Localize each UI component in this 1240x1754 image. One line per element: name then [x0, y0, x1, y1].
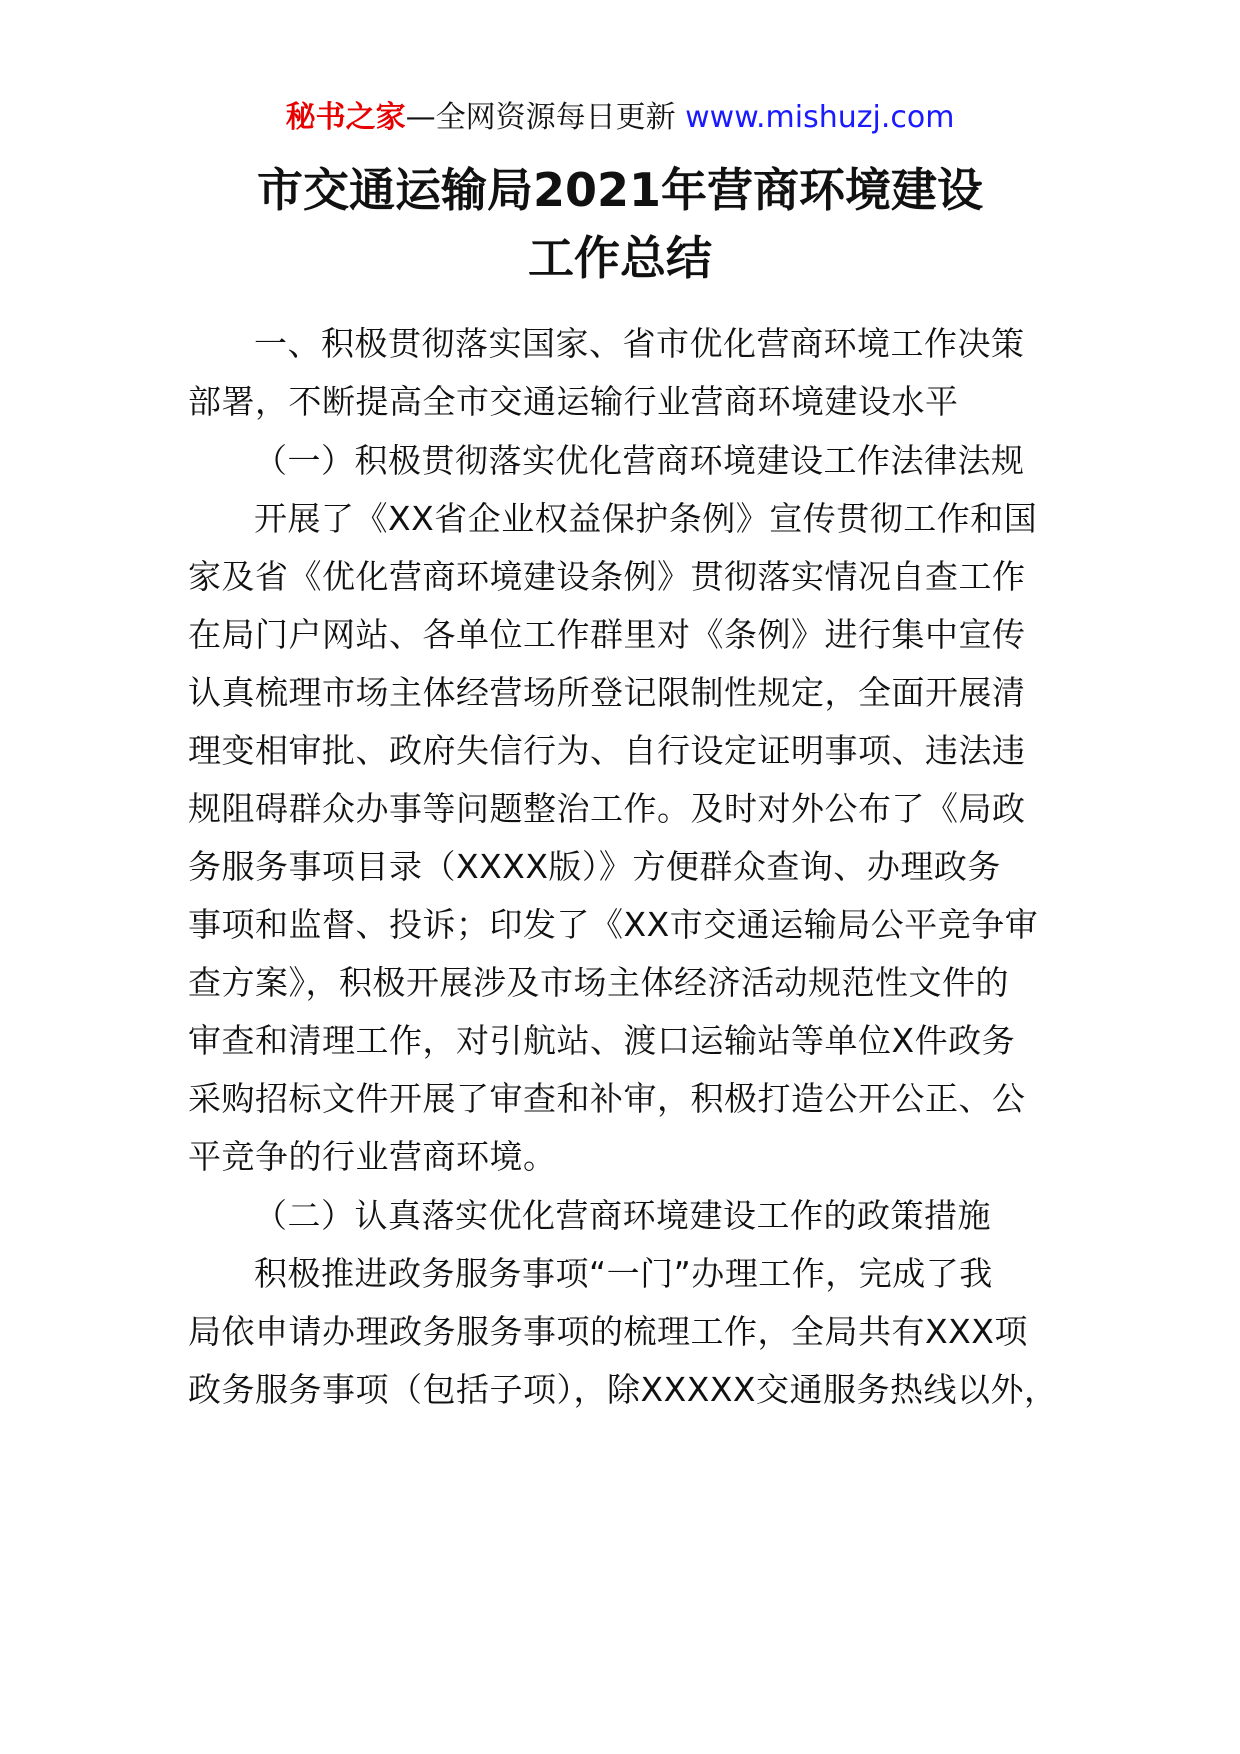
paragraph-line: 在局门户网站、各单位工作群里对《条例》进行集中宣传: [188, 615, 1026, 654]
paragraph-line: 采购招标文件开展了审查和补审，积极打造公开公正、公: [188, 1079, 1026, 1118]
brand-name: 秘书之家: [285, 100, 406, 135]
paragraph-line: 平竞争的行业营商环境。: [188, 1137, 557, 1176]
paragraph-line: 家及省《优化营商环境建设条例》贯彻落实情况自查工作: [188, 557, 1026, 596]
paragraph-line: 认真梳理市场主体经营场所登记限制性规定，全面开展清: [188, 673, 1026, 712]
heading-1-line-2: 部署，不断提高全市交通运输行业营商环境建设水平: [188, 382, 959, 421]
paragraph-line: 政务服务事项（包括子项），除XXXXX交通服务热线以外，: [188, 1370, 1058, 1409]
subheading-1: （一）积极贯彻落实优化营商环境建设工作法律法规: [254, 441, 1025, 480]
paragraph-line: 查方案》，积极开展涉及市场主体经济活动规范性文件的: [188, 963, 1009, 1002]
paragraph-line: 规阻碍群众办事等问题整治工作。及时对外公布了《局政: [188, 789, 1026, 828]
paragraph-line: 开展了《XX省企业权益保护条例》宣传贯彻工作和国: [254, 499, 1038, 538]
header-tagline: —全网资源每日更新: [405, 100, 686, 135]
subheading-2: （二）认真落实优化营商环境建设工作的政策措施: [254, 1196, 991, 1235]
paragraph-line: 局依申请办理政务服务事项的梳理工作，全局共有XXX项: [188, 1312, 1028, 1351]
paragraph-line: 事项和监督、投诉；印发了《XX市交通运输局公平竞争审: [188, 905, 1039, 944]
document-title-line-1: 市交通运输局2021年营商环境建设: [256, 163, 984, 217]
paragraph-line: 理变相审批、政府失信行为、自行设定证明事项、违法违: [188, 731, 1026, 770]
paragraph-line: 积极推进政务服务事项“一门”办理工作，完成了我: [254, 1254, 993, 1293]
paragraph-line: 务服务事项目录（XXXX版）》方便群众查询、办理政务: [188, 847, 1001, 886]
site-url[interactable]: www.mishuzj.com: [685, 100, 955, 135]
document-title-line-2: 工作总结: [528, 231, 712, 285]
heading-1-line-1: 一、积极贯彻落实国家、省市优化营商环境工作决策: [254, 324, 1025, 363]
paragraph-line: 审查和清理工作，对引航站、渡口运输站等单位X件政务: [188, 1021, 1016, 1060]
site-header: [0, 98, 1240, 138]
